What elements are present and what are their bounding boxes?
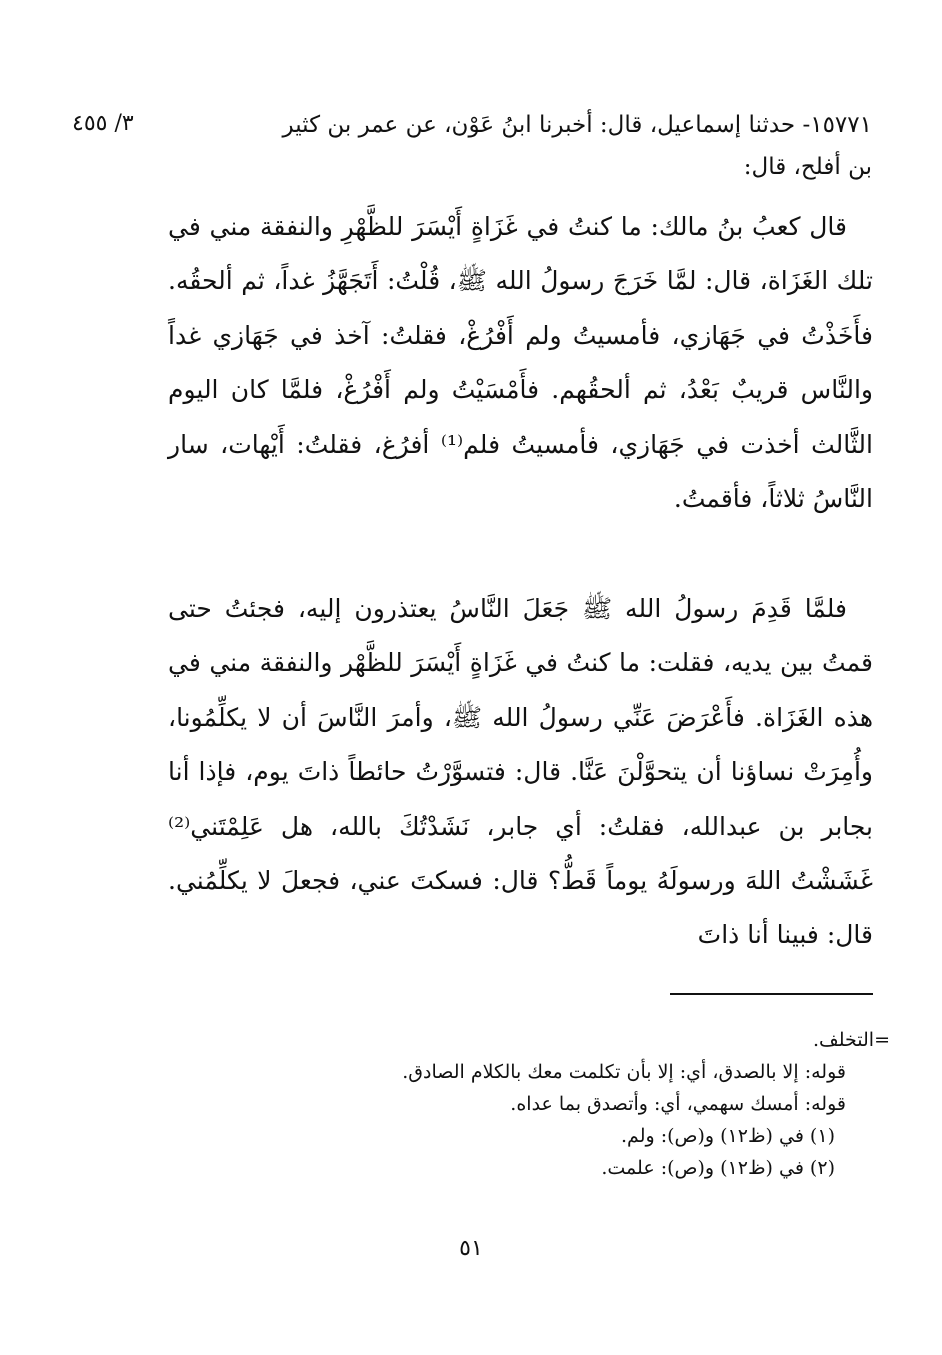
- volume-page-reference: ٣/ ٤٥٥: [72, 111, 134, 136]
- paragraph-1: قال كعبُ بنُ مالك: ما كنتُ في غَزَاةٍ أَيْسَرَ للظَّهْرِ والنفقة مني في تلك الغَزَاة، قال: لمَّا خَرَجَ رسولُ الله ﷺ، قُلْتُ: أَتَجَهَّزُ غداً، ثم ألحقُه. فأَخَذْتُ في جَهَازي، فأمسيتُ ولم أَفْرُغْ، فقلتُ: آخذ في جَهَازي غداً والنَّاس قريبٌ بَعْدُ، ثم ألحقُهم. فأَمْسَيْتُ ولم أَفْرُغْ، فلمَّا كان اليوم الثَّالث أخذت في جَهَازي، فأمسيتُ فلم⁽¹⁾ أفرُغ، فقلتُ: أَيْهات، سار النَّاسُ ثلاثاً، فأقمتُ.: [168, 212, 873, 514]
- footnote-gloss-1: قوله: إلا بالصدق، أي: إلا بأن تكلمت معك بالكلام الصادق.: [402, 1061, 846, 1083]
- hadith-header: [175, 104, 872, 188]
- hadith-header-line-2: بن أفلح، قال:: [743, 154, 872, 180]
- footnote-2: (٢) في (ظ١٢) و(ص): علمت.: [601, 1157, 835, 1179]
- footnote-gloss-2: قوله: أمسك سهمي، أي: وأتصدق بما عداه.: [510, 1093, 846, 1115]
- footnote-separator: [670, 993, 873, 995]
- paragraph-2: فلمَّا قَدِمَ رسولُ الله ﷺ جَعَلَ النَّاسُ يعتذرون إليه، فجئتُ حتى قمتُ بين يديه، فقلت: ما كنتُ في غَزَاةٍ أَيْسَرَ للظَّهْر والنفقة مني في هذه الغَزَاة. فأَعْرَضَ عَنِّي رسولُ الله ﷺ، وأمرَ النَّاسَ أن لا يكلِّمُونا، وأُمِرَتْ نساؤنا أن يتحوَّلْنَ عَنَّا. قال: فتسوَّرْتُ حائطاً ذاتَ يوم، فإذا أنا بجابر بن عبدالله، فقلتُ: أي جابر، نَشَدْتُكَ بالله، هل عَلِمْتَني⁽²⁾ غَشَشْتُ اللهَ ورسولَهُ يوماً قَطُّ؟ قال: فسكتَ عني، فجعلَ لا يكلِّمُني. قال: فبينا أنا ذاتَ: [168, 594, 873, 950]
- page-number: ٥١: [459, 1236, 483, 1261]
- hadith-header-line-1: ١٥٧٧١- حدثنا إسماعيل، قال: أخبرنا ابنُ عَوْن، عن عمر بن كثير: [282, 112, 872, 138]
- footnotes: [150, 1024, 890, 1184]
- footnote-1: (١) في (ظ١٢) و(ص): ولم.: [621, 1125, 835, 1147]
- footnote-continuation: =التخلف.: [813, 1029, 890, 1051]
